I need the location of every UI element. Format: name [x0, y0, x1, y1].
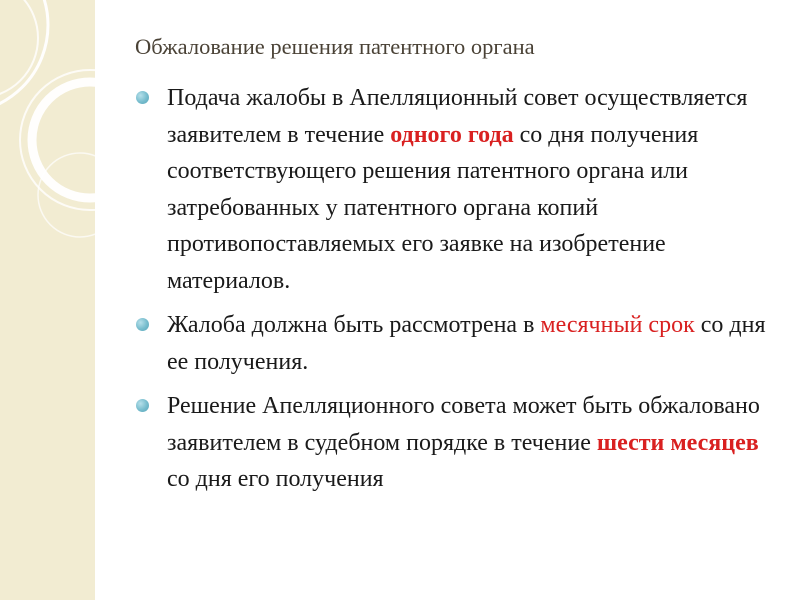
- slide-title: Обжалование решения патентного органа: [135, 34, 535, 59]
- bullet-dot-icon: [136, 91, 149, 104]
- bullet-text-segment: Решение Апелляционного совета может быть обжаловано заявителем в судебном порядке в течение: [167, 393, 760, 456]
- highlighted-text: одного года: [390, 121, 514, 148]
- bullet-text: [167, 388, 784, 498]
- highlighted-text: месячный срок: [540, 312, 695, 338]
- bullet-text-segment: со дня его получения: [167, 466, 384, 492]
- bullet-text-segment: Подача жалобы в Апелляционный совет осуществляется заявителем в течение: [167, 85, 748, 148]
- bullet-text: [167, 307, 784, 380]
- decorative-rings-graphic: [0, 0, 95, 600]
- bullet-list: [136, 80, 784, 506]
- bullet-item: [136, 307, 784, 380]
- bullet-text-segment: со дня ее получения.: [167, 312, 766, 375]
- decorative-side-panel: [0, 0, 95, 600]
- bullet-text: [167, 80, 784, 299]
- bullet-text-segment: Жалоба должна быть рассмотрена в: [167, 312, 541, 338]
- bullet-item: [136, 80, 784, 299]
- bullet-dot-icon: [136, 399, 149, 412]
- bullet-dot-icon: [136, 318, 149, 331]
- bullet-item: [136, 388, 784, 498]
- highlighted-text: шести месяцев: [596, 429, 759, 456]
- bullet-text-segment: со дня получения соответствующего решения патентного органа или затребованных у патентного органа копий противопоставляемых его заявке на изобретение материалов.: [167, 121, 699, 294]
